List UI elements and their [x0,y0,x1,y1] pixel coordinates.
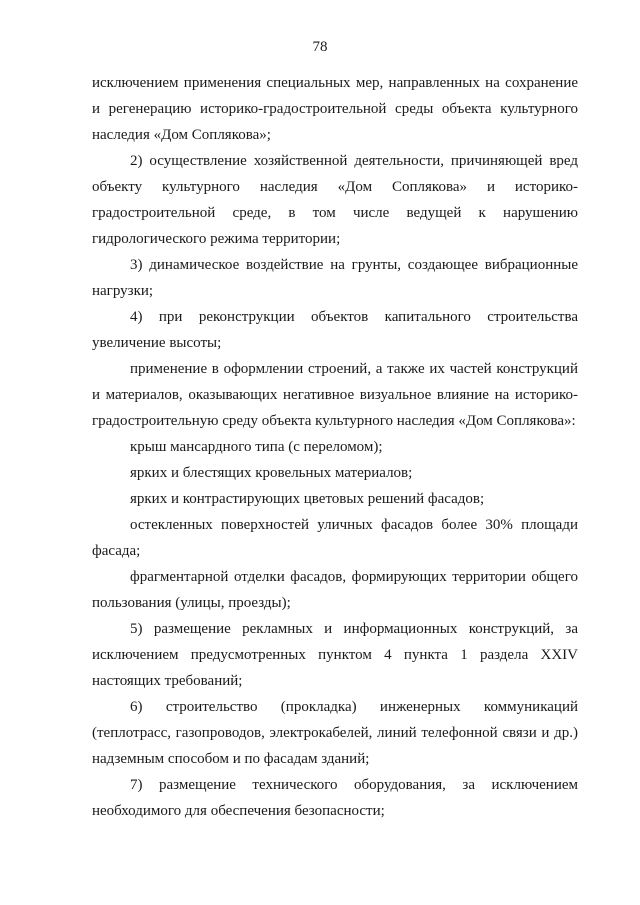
paragraph-materials-intro: применение в оформлении строений, а также их частей конструкций и материалов, оказывающих негативное визуальное влияние на историко-градостроительную среду объекта культурного наследия «Дом Соплякова»: [92,361,578,429]
paragraph-item-6: 6) строительство (прокладка) инженерных коммуникаций (теплотрасс, газопроводов, электрокабелей, линий телефонной связи и др.) надземным способом и по фасадам зданий; [92,699,578,767]
paragraph-item-2: 2) осуществление хозяйственной деятельности, причиняющей вред объекту культурного наследия «Дом Соплякова» и историко-градостроительной среде, в том числе ведущей к нарушению гидрологического режима территории; [92,153,578,247]
paragraph-mansard-roofs: крыш мансардного типа (с переломом); [130,439,383,455]
paragraph-fragmentary-finishing: фрагментарной отделки фасадов, формирующих территории общего пользования (улицы, проезды); [92,569,578,611]
paragraph-bright-roofing: ярких и блестящих кровельных материалов; [130,465,413,481]
paragraph-item-5: 5) размещение рекламных и информационных конструкций, за исключением предусмотренных пунктом 4 пункта 1 раздела XXIV настоящих требований; [92,621,578,689]
page-number: 78 [312,39,328,55]
paragraph-item-4: 4) при реконструкции объектов капитального строительства увеличение высоты; [92,309,578,351]
paragraph-item-7: 7) размещение технического оборудования, за исключением необходимого для обеспечения безопасности; [92,777,578,819]
paragraph-continuation: исключением применения специальных мер, направленных на сохранение и регенерацию историко-градостроительной среды объекта культурного наследия «Дом Соплякова»; [92,75,578,143]
document-body [92,70,578,824]
paragraph-glazed-facades: остекленных поверхностей уличных фасадов более 30% площади фасада; [92,517,578,559]
paragraph-contrasting-colors: ярких и контрастирующих цветовых решений фасадов; [130,491,485,507]
paragraph-item-3: 3) динамическое воздействие на грунты, создающее вибрационные нагрузки; [92,257,578,299]
